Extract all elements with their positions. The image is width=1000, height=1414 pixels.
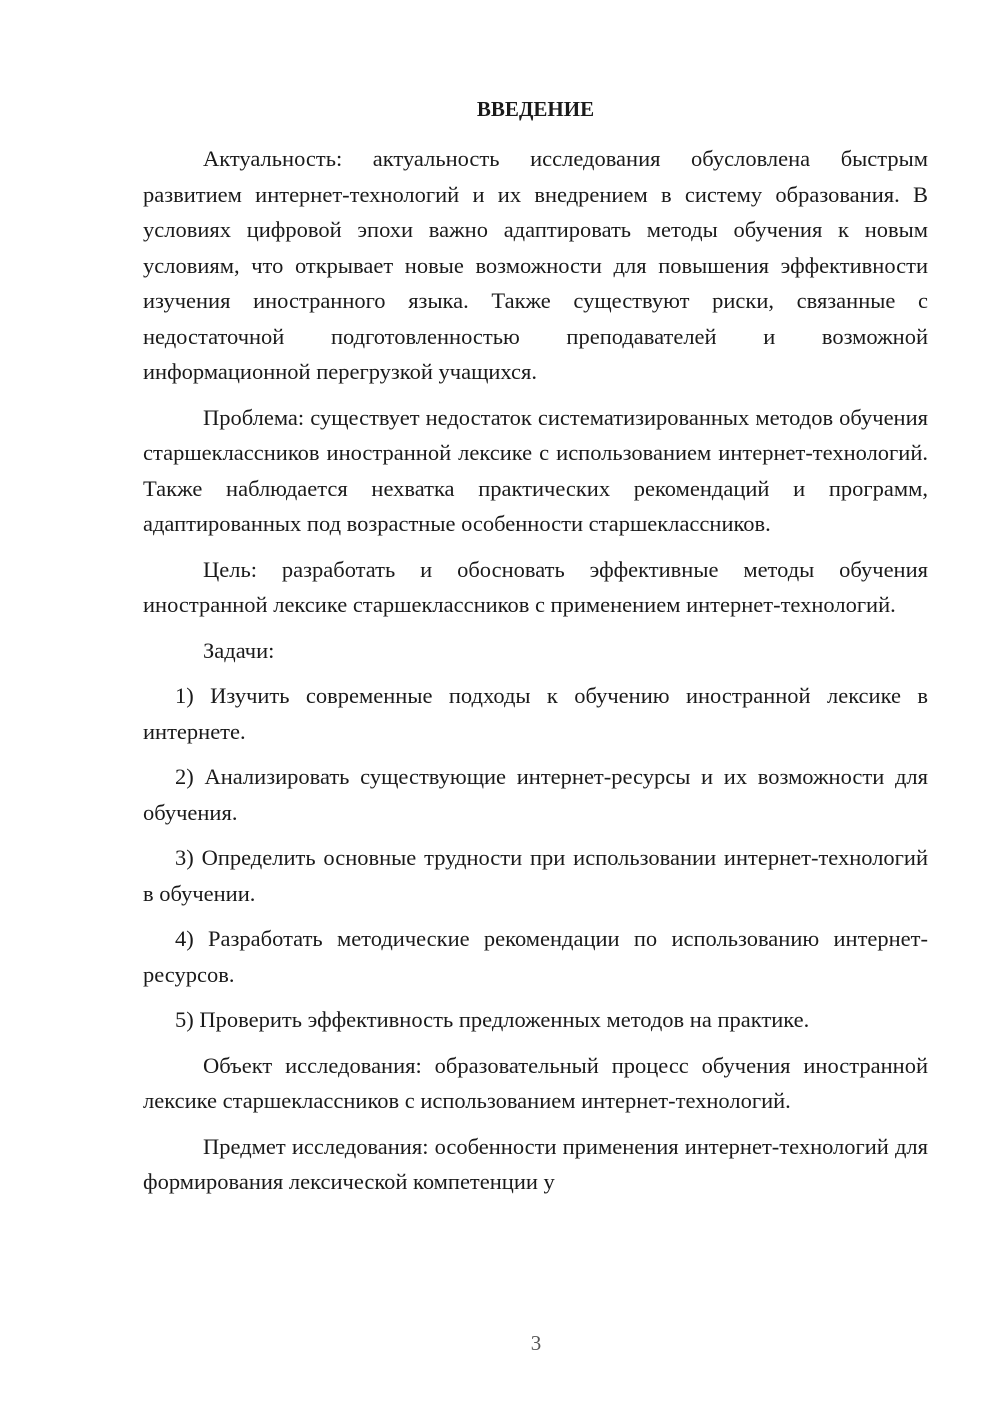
paragraph-object: Объект исследования: образовательный процесс обучения иностранной лексике старшеклассников с использованием интернет-технологий. — [143, 1052, 928, 1113]
page-number: 3 — [530, 1331, 542, 1355]
paragraph-goal: Цель: разработать и обосновать эффективные методы обучения иностранной лексике старшеклассников с применением интернет-технологий. — [143, 556, 928, 617]
paragraph-tasks-heading: Задачи: — [203, 637, 275, 663]
task-item-2: 2) Анализировать существующие интернет-ресурсы и их возможности для обучения. — [143, 764, 928, 825]
task-item-1: 1) Изучить современные подходы к обучению иностранной лексике в интернете. — [143, 683, 928, 744]
document-page — [143, 92, 928, 1210]
paragraph-subject: Предмет исследования: особенности применения интернет-технологий для формирования лексической компетенции у — [143, 1133, 928, 1194]
page-title: ВВЕДЕНИЕ — [476, 97, 595, 121]
task-item-5: 5) Проверить эффективность предложенных методов на практике. — [175, 1007, 810, 1032]
paragraph-relevance: Актуальность: актуальность исследования обусловлена быстрым развитием интернет-технологий и их внедрением в систему образования. В условиях цифровой эпохи важно адаптировать методы обучения к новым условиям, что открывает новые возможности для повышения эффективности изучения иностранного языка. Также существуют риски, связанные с недостаточной подготовленностью преподавателей и возможной информационной перегрузкой учащихся. — [143, 146, 928, 384]
task-item-4: 4) Разработать методические рекомендации по использованию интернет-ресурсов. — [143, 926, 928, 987]
paragraph-problem: Проблема: существует недостаток систематизированных методов обучения старшеклассников иностранной лексике с использованием интернет-технологий. Также наблюдается нехватка практических рекомендаций и программ, адаптированных под возрастные особенности старшеклассников. — [143, 404, 928, 536]
task-item-3: 3) Определить основные трудности при использовании интернет-технологий в обучении. — [143, 845, 928, 906]
